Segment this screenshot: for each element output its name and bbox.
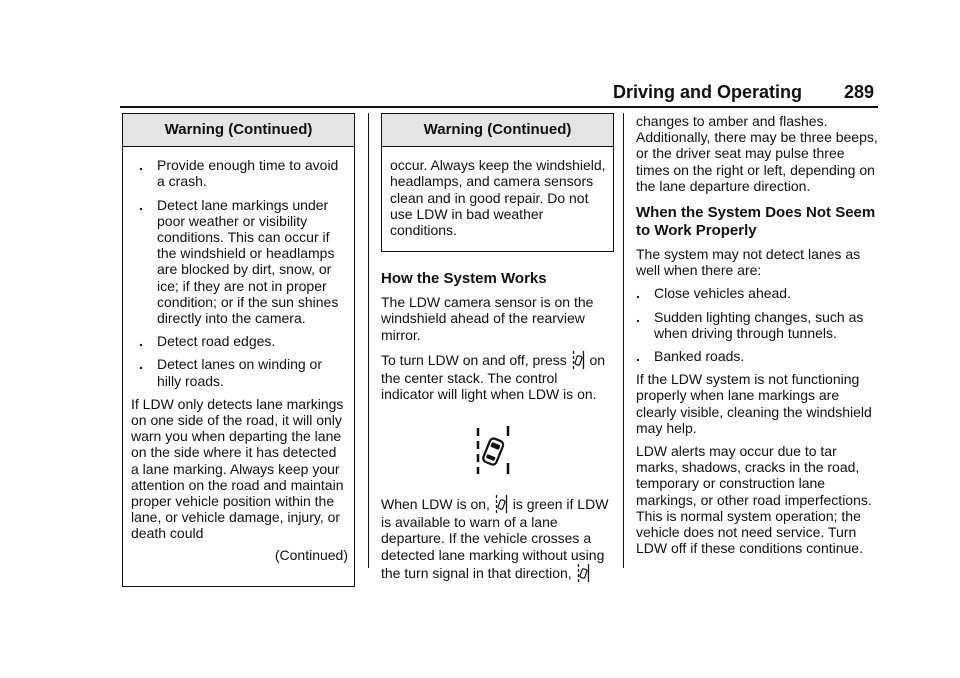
column-1: [122, 113, 355, 587]
list-item: . Detect lanes on winding or hilly roads.: [139, 356, 322, 389]
list-item: . Banked roads.: [636, 348, 745, 365]
paragraph: If the LDW system is not functioning properly when lane markings are clearly visible, cleaning the windshield may help.: [636, 371, 872, 436]
page-header: [120, 82, 878, 106]
list-item: . Detect road edges.: [139, 333, 276, 350]
warning-title: Warning (Continued): [123, 114, 354, 147]
list-item: . Sudden lighting changes, such as when driving through tunnels.: [636, 308, 864, 341]
section-heading: When the System Does Not Seem to Work Properly: [636, 204, 876, 240]
paragraph: LDW alerts may occur due to tar marks, shadows, cracks in the road, temporary or construction lane markings, or other road imperfections. This is normal system operation; the vehicle does not need service. Turn LDW off if these conditions continue.: [636, 443, 872, 557]
list-item: . Close vehicles ahead.: [636, 285, 791, 302]
column-divider: [623, 113, 624, 568]
column-divider: [368, 113, 369, 568]
continued-label: (Continued): [274, 546, 348, 563]
warning-title: Warning (Continued): [382, 114, 613, 147]
lane-departure-figure: [381, 410, 611, 490]
warning-text: occur. Always keep the windshield, headlamps, and camera sensors clean and in good repair. Do not use LDW in bad weather conditions.: [390, 157, 606, 239]
paragraph: To turn LDW on and off, press on the center stack. The control indicator will light when LDW is on.: [381, 351, 606, 403]
paragraph: When LDW is on, is green if LDW is available to warn of a lane departure. If the vehicle crosses a detected lane marking without using the turn signal in that direction,: [381, 496, 609, 581]
list-item: . Detect lane markings under poor weather or visibility conditions. This can occur if the windshield or headlamps are blocked by dirt, snow, or ice; if they are not in proper condition; or if the sun shines directly into the camera.: [139, 196, 339, 327]
lane-departure-icon: [572, 350, 585, 370]
warning-box: [381, 113, 614, 252]
lane-departure-icon: [577, 563, 590, 583]
paragraph: The system may not detect lanes as well when there are:: [636, 246, 861, 279]
section-title: Driving and Operating: [612, 82, 802, 102]
header-rule: [120, 106, 878, 108]
column-2: [381, 113, 614, 590]
list-item: . Provide enough time to avoid a crash.: [139, 157, 339, 190]
lane-departure-icon: [475, 426, 515, 476]
section-heading: How the System Works: [381, 270, 547, 288]
paragraph: changes to amber and flashes. Additionally, there may be three beeps, or the driver seat may pulse three times on the right or left, depending on the lane departure direction.: [636, 113, 878, 194]
paragraph: The LDW camera sensor is on the windshield ahead of the rearview mirror.: [381, 294, 594, 343]
column-3: [636, 113, 878, 563]
warning-paragraph: If LDW only detects lane markings on one side of the road, it will only warn you when departing the lane on the side where it has detected a lane marking. Always keep your attention on the road and maintain proper vehicle position within the lane, or vehicle damage, injury, or death could: [131, 395, 344, 542]
warning-box: [122, 113, 355, 587]
page-number: 289: [843, 82, 874, 102]
lane-departure-icon: [495, 494, 508, 514]
